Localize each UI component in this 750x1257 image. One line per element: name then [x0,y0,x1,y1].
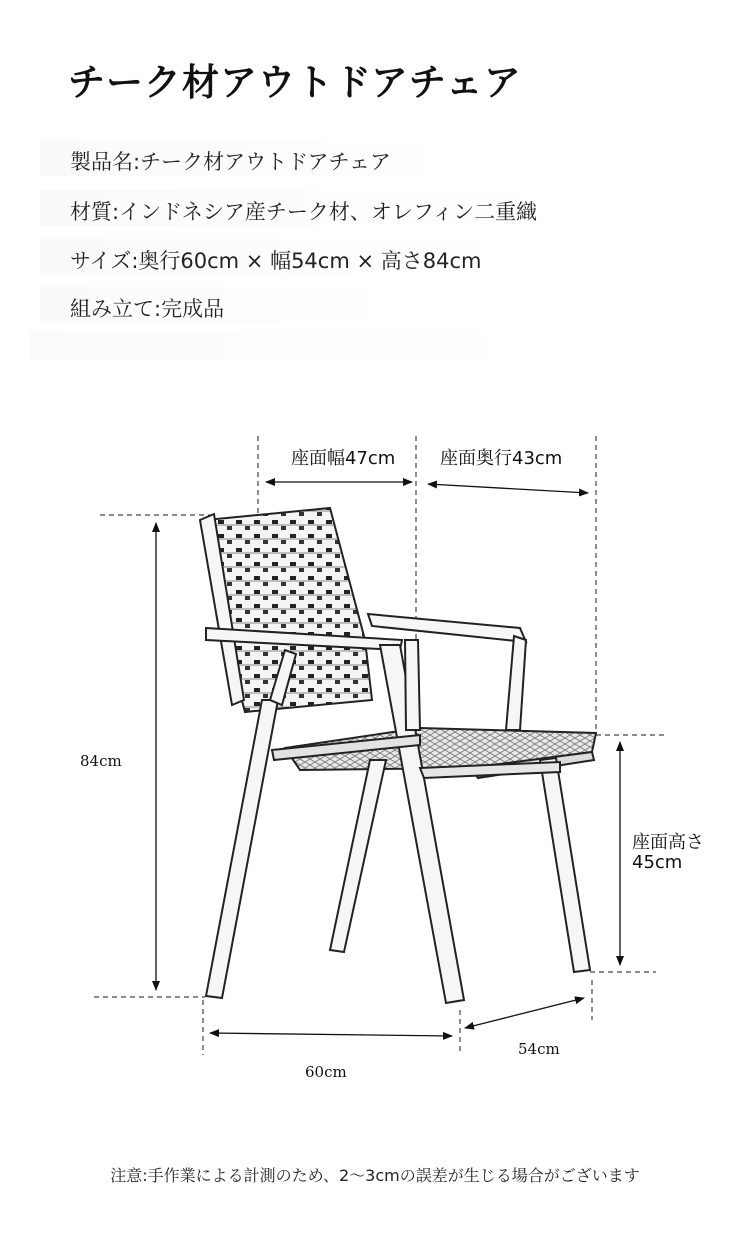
footer-note: 注意:手作業による計測のため、2～3cmの誤差が生じる場合がございます [110,1166,640,1185]
width-label: 54cm [518,1040,560,1058]
spec-assembly: 組み立て:完成品 [70,297,225,321]
height-label: 84cm [80,752,122,770]
seat-depth-label: 座面奥行43cm [440,448,563,469]
depth-label: 60cm [305,1063,347,1081]
spec-product-name: 製品名:チーク材アウトドアチェア [70,150,391,174]
spec-material: 材質:インドネシア産チーク材、オレフィン二重織 [70,200,538,224]
seat-width-label: 座面幅47cm [291,448,396,469]
seat-height-label-line2: 45cm [632,852,683,873]
chair-illustration [200,508,596,1003]
depth-arrow [210,1033,452,1036]
spec-size: サイズ:奥行60cm × 幅54cm × 高さ84cm [70,249,482,273]
seat-depth-arrow [428,484,588,493]
width-arrow [465,998,584,1028]
seat-height-label-line1: 座面高さ [632,832,704,853]
page-title: チーク材アウトドアチェア [68,61,522,104]
